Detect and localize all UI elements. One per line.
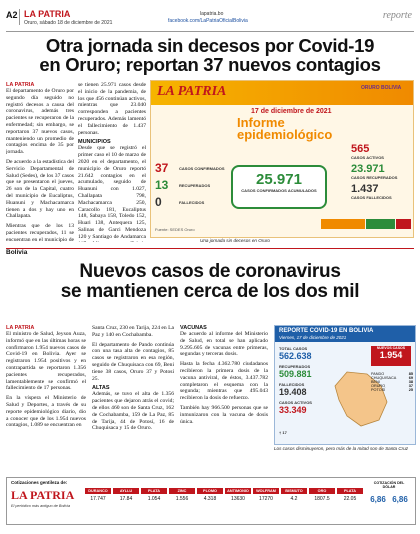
mini-bars <box>321 219 411 229</box>
total-cases-label: CASOS CONFIRMADOS ACUMULADOS <box>241 188 317 193</box>
story2-paragraph: El departamento de Pando continúa con una tasa alta de contagios, 85 casos se registraron en esa región, seguido de Chuquisaca con 69, Beni tiene 38 casos, Oruro 37 y Potosí 25. <box>92 341 174 382</box>
story2-column-1 <box>6 325 86 471</box>
acc-recovered-label: CASOS RECUPERADOS <box>351 175 398 180</box>
quote-value: 17.84 <box>119 496 133 502</box>
daily-recovered-value: 13 <box>155 178 169 192</box>
story2-paragraph: El ministro de Salud, Jeyson Auza, informó que en las últimas horas se confirmaron 1.954 nuevos casos de Covid-19 en Bolivia. Ayer se registraron 1.954 positivos y en contrapartida se reportaron 1.356 pacientes recuperados, lamentablemente se confirmó el fallecimiento de 17 personas. <box>6 331 86 392</box>
department-value: 69 <box>408 376 413 380</box>
bolivia-deaths-value: 19.408 <box>279 387 307 397</box>
bolivia-recovered-value: 509.881 <box>279 369 312 379</box>
dollar-box <box>367 481 411 504</box>
department-value: 25 <box>408 388 413 392</box>
quote-name: PLATA <box>337 488 363 494</box>
daily-deaths-label: FALLECIDOS <box>179 199 205 205</box>
quote-value: 22.05 <box>343 496 357 502</box>
story2-headline <box>6 262 414 302</box>
quote-name: ZINC <box>169 488 195 494</box>
quote-cell <box>225 488 251 502</box>
story2-paragraph: Hasta la fecha 4.362.780 ciudadanos recibieron la primera dosis de la vacuna antiviral, de éstos, 3.437.782 completaron el esquema con la segunda; mientras que 495.043 recibieron la dosis de refuerzo. <box>180 361 268 402</box>
new-deaths-value: 17 <box>282 430 287 435</box>
story1-headline <box>6 37 414 74</box>
quote-value: 1.054 <box>147 496 161 502</box>
quote-value: 1807.5 <box>314 496 330 502</box>
quote-cell <box>141 488 167 502</box>
facebook-link[interactable]: facebook.com/LaPatriaOficialBolivia <box>168 18 248 24</box>
infographic-date: 17 de diciembre de 2021 <box>251 108 332 115</box>
quote-name: PLOMO <box>197 488 223 494</box>
story2-paragraph: También hay 966.500 personas que se inmunizaron con la vacuna de dosis única. <box>180 404 268 425</box>
daily-stats <box>155 161 227 209</box>
quote-cell <box>253 488 279 502</box>
daily-deaths-value: 0 <box>155 195 162 209</box>
total-cases-box <box>231 165 327 209</box>
dollar-sell: 6,86 <box>392 495 408 504</box>
story1-headline-line2: en Oruro; reportan 37 nuevos contagios <box>39 53 381 75</box>
brand-logo: LA PATRIA <box>24 9 71 19</box>
department-name: ORURO <box>371 384 386 388</box>
quote-name: ORO <box>309 488 335 494</box>
page-number: A2 <box>6 10 18 20</box>
bolivia-date: Viernes, 17 de diciembre de 2021 <box>279 335 347 340</box>
bolivia-active-label: CASOS ACTIVOS <box>279 400 312 405</box>
quotes-tagline: El periódico más antiguo de Bolivia <box>11 504 71 508</box>
story1-caption: Una jornada sin decesos en Oruro <box>200 238 270 243</box>
daily-new-cases-label: CASOS CONFIRMADOS <box>179 165 225 171</box>
bolivia-infographic <box>274 325 416 445</box>
story1-paragraph: Desde que se registró el primer caso el 10 de marzo de 2020 en el departamento, el municipio de Oruro reportó 21.642 contagios en el acumulado, seguido de Huanuni con 1.027, Challapata 798, Machacamarca 250, Caracollo 181, Eucaliptus 148, Sabaya 158, Toledo 152, Huari 138, Antequera 125, Salinas de Garci Mendoza 120 y Santiago de Andamarca <box>78 145 146 240</box>
quote-name: PLATA <box>141 488 167 494</box>
infographic-title: Informe epidemiológico <box>237 115 333 142</box>
story1-column-1 <box>6 82 74 242</box>
mini-bar <box>321 219 365 229</box>
quote-cell <box>197 488 223 502</box>
bolivia-totals <box>279 346 329 415</box>
story1-column-2 <box>78 82 146 242</box>
new-deaths-row: † 17 <box>279 430 287 435</box>
quote-name: ANTIMONIO <box>225 488 251 494</box>
active-cases-label: CASOS ACTIVOS <box>351 155 384 160</box>
bolivia-total-value: 562.638 <box>279 351 312 361</box>
story2-caption: Los casos disminuyeron, pero más de la mitad son de Santa Cruz <box>274 446 409 451</box>
quote-cell <box>85 488 111 502</box>
dollar-values <box>367 495 411 504</box>
story2-paragraph: Además, se tuvo el alta de 1.356 pacientes que dejaron atrás el covid; de ellos 460 son de Santa Cruz, 162 de Cochabamba, 159 de La Paz, 85 de Tarija, 44 de Potosí, 16 de Chuquisaca y 15 de Oruro. <box>92 391 174 432</box>
quote-cell <box>113 488 139 502</box>
quote-cell <box>309 488 335 502</box>
story1-paragraph: Mientras que de los 13 pacientes recuperados, 11 se encuentran en el municipio de <box>6 223 74 242</box>
bolivia-title: REPORTE COVID-19 EN BOLIVIA <box>279 328 374 334</box>
quote-cell <box>337 488 363 502</box>
oruro-infographic <box>150 80 414 238</box>
quote-cell <box>169 488 195 502</box>
quotes-bar <box>6 477 416 525</box>
acc-deaths-label: CASOS FALLECIDOS <box>351 195 392 200</box>
story2-paragraph: De acuerdo al informe del Ministerio de Salud, en total se han aplicado 9.295.605 de vacunas entre primeras, segundas y terceras dosis. <box>180 331 268 358</box>
quote-name: DURANCO <box>85 488 111 494</box>
story2-kicker: LA PATRIA <box>6 325 35 331</box>
daily-deaths <box>155 195 227 209</box>
header-divider <box>19 9 20 25</box>
story2-subhead: VACUNAS <box>180 325 207 331</box>
mini-bar <box>366 219 395 229</box>
story2-column-3 <box>180 325 268 471</box>
bolivia-recovered-label: RECUPERADOS <box>279 364 311 369</box>
story1-headline-line1: Otra jornada sin decesos por Covid-19 <box>45 35 375 56</box>
story2-subhead: ALTAS <box>92 385 110 392</box>
story2-column-2 <box>92 325 174 471</box>
bolivia-active-value: 33.349 <box>279 405 307 415</box>
daily-recovered <box>155 178 227 192</box>
story1-subhead: MUNICIPIOS <box>78 139 111 146</box>
acc-recovered-value: 23.971 <box>351 163 385 175</box>
quote-value: 4.318 <box>203 496 217 502</box>
quote-name: WOLFRAM <box>253 488 279 494</box>
department-value: 38 <box>408 380 413 384</box>
story1-kicker: LA PATRIA <box>6 82 35 88</box>
total-cases-value: 25.971 <box>256 171 302 188</box>
new-cases-label: NUEVOS CASOS <box>376 346 406 350</box>
active-cases-value: 565 <box>351 143 370 155</box>
quote-value: 17.747 <box>90 496 106 502</box>
quote-value: 1.556 <box>175 496 189 502</box>
department-value: 85 <box>408 372 413 376</box>
page-header <box>0 0 420 30</box>
new-cases-badge <box>371 346 411 366</box>
quote-cell <box>281 488 307 502</box>
section-band <box>0 248 420 260</box>
story1-paragraph: El departamento de Oruro por segundo día seguido no registró decesos a causa del coronavirus, además tres pacientes se recuperaron de la enfermedad; sin embargo, se reportaron 37 nuevos casos, manteniendo un promedio de contagios encima de 35 por jornada. <box>6 88 74 156</box>
daily-new-cases <box>155 161 227 175</box>
mini-bar <box>396 219 411 229</box>
section-name: reporte <box>382 10 412 21</box>
quote-value: 17270 <box>259 496 273 502</box>
infographic-region: ORURO BOLIVIA <box>361 85 402 91</box>
story2-headline-line2: se mantienen cerca de los dos mil <box>60 280 360 302</box>
quote-name: AYLLU <box>113 488 139 494</box>
dollar-buy: 6,86 <box>370 495 386 504</box>
bolivia-deaths-label: FALLECIDOS <box>279 382 305 387</box>
department-row <box>371 388 413 392</box>
department-list <box>371 372 413 392</box>
department-name: CHUQUISACA <box>371 376 397 380</box>
quote-value: 4.2 <box>290 496 298 502</box>
story2-headline-line1: Nuevos casos de coronavirus <box>79 261 341 282</box>
story2-paragraph: En la víspera el Ministerio de Salud y Deportes, a través de su reporte epidemiológico diario, dio a conocer que de los 1.954 nuevos contagios, 1.089 se encuentran en <box>6 395 86 429</box>
new-cases-value: 1.954 <box>379 350 403 360</box>
department-value: 37 <box>408 384 413 388</box>
section-band-label: Bolivia <box>6 249 28 256</box>
quote-value: 13630 <box>231 496 245 502</box>
header-rule <box>6 31 414 32</box>
story1-paragraph: se tienen 25.971 casos desde el inicio de la pandemia, de los que 456 continúan activos, mientras que 23.040 corresponden a pacientes recuperados. Además lamentó el fallecimiento de 1.437 personas. <box>78 82 146 136</box>
infographic-source: Fuente: SEDES Oruro <box>155 227 195 232</box>
quotes-brand: LA PATRIA <box>11 488 75 502</box>
website-link[interactable]: lapatria.bo <box>200 11 224 17</box>
edition-date: Oruro, sábado 18 de diciembre de 2021 <box>24 20 113 26</box>
story2-paragraph: Santa Cruz, 230 en Tarija, 224 en La Paz y 140 en Cochabamba. <box>92 325 174 338</box>
infographic-brand: LA PATRIA <box>157 84 227 99</box>
dollar-title: COTIZACIÓN DEL DÓLAR <box>373 481 405 489</box>
department-name: PANDO <box>371 372 385 376</box>
quote-name: BISMUTO <box>281 488 307 494</box>
story1-paragraph: De acuerdo a la estadística del Servicio Departamental de Salud (Sedes), de los 37 casos que se presentaron el jueves, 26 son de la Capital, cuatro del municipio de Eucaliptus, Huanuni y Machacamarca tienen a dos y hay uno en Challapata. <box>6 158 74 220</box>
daily-new-cases-value: 37 <box>155 161 169 175</box>
section-rule <box>6 248 414 249</box>
department-name: POTOSÍ <box>371 388 386 392</box>
bolivia-total-label: TOTAL CASOS <box>279 346 308 351</box>
accumulated-stats <box>351 143 409 200</box>
acc-deaths-value: 1.437 <box>351 183 379 195</box>
quotes-title: Cotizaciones gentileza de: <box>11 480 68 485</box>
department-name: BENI <box>371 380 380 384</box>
daily-recovered-label: RECUPERADOS <box>179 182 211 188</box>
